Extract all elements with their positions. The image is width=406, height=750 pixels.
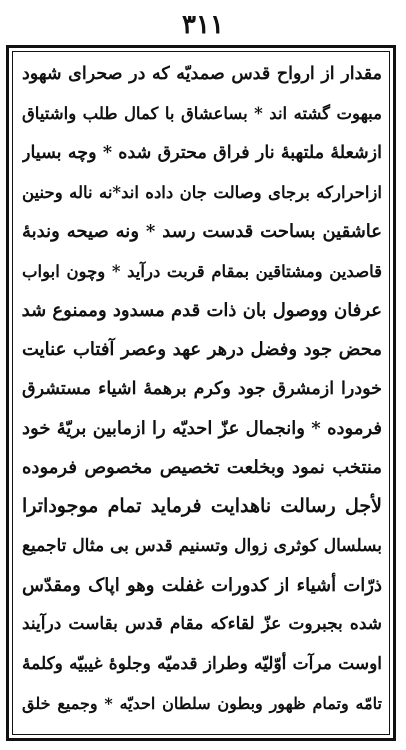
text-line: مقدار از ارواح قدس صمدیّه که در صحرای شهود: [22, 64, 382, 84]
text-line: لأجل رسالت ناهدایت فرماید تمام موجوداترا: [22, 495, 382, 518]
text-line: بسلسال کوثری زوال وتسنیم قدس بی مثال تاجمیع: [22, 535, 382, 556]
text-line: اوست مرآت أوّلیّه وطراز قدمیّه وجلوهٔ غیبیّه وکلمهٔ: [22, 653, 382, 674]
text-line: تامّه وتمام ظهور وبطون سلطان احدیّه * وجمیع خلق: [22, 694, 382, 713]
text-line: عرفان ووصول بان ذات قدم مسدود وممنوع شد: [22, 299, 382, 321]
text-line: مبهوت گشته اند * بساعشاق با کمال طلب واشتیاق: [22, 104, 382, 124]
text-line: ازاحرارکه برجای وصالت جان داده اند*نه ناله وحنین: [22, 182, 382, 202]
page-number: ۳۱۱: [182, 10, 224, 40]
text-line: محض جود وفضل درهر عهد وعصر آفتاب عنایت: [22, 339, 382, 361]
text-line: شده بجبروت عزّ لقاءکه مقام قدس بقاست درآیند: [22, 614, 382, 635]
text-line: عاشقین بساحت قدست رسد * ونه صیحه وندبهٔ: [22, 221, 382, 243]
text-line: قاصدین ومشتاقین بمقام قربت درآید * وچون ابواب: [22, 261, 382, 281]
text-block: [20, 56, 384, 728]
text-line: فرموده * وانجمال عزّ احدیّه را ازمابین بریّهٔ خود: [22, 417, 382, 439]
text-line: ازشعلهٔ ملتهبهٔ نار فراق محترق شده * وچه بسیار: [22, 142, 382, 163]
text-line: ذرّات أشیاء از کدورات غفلت وهو اپاک ومقدّس: [22, 575, 382, 597]
text-line: منتخب نمود وبخلعت تخصیص مخصوص فرموده: [22, 457, 382, 479]
text-line: خودرا ازمشرق جود وکرم برهمهٔ اشیاء مستشرق: [22, 378, 382, 399]
